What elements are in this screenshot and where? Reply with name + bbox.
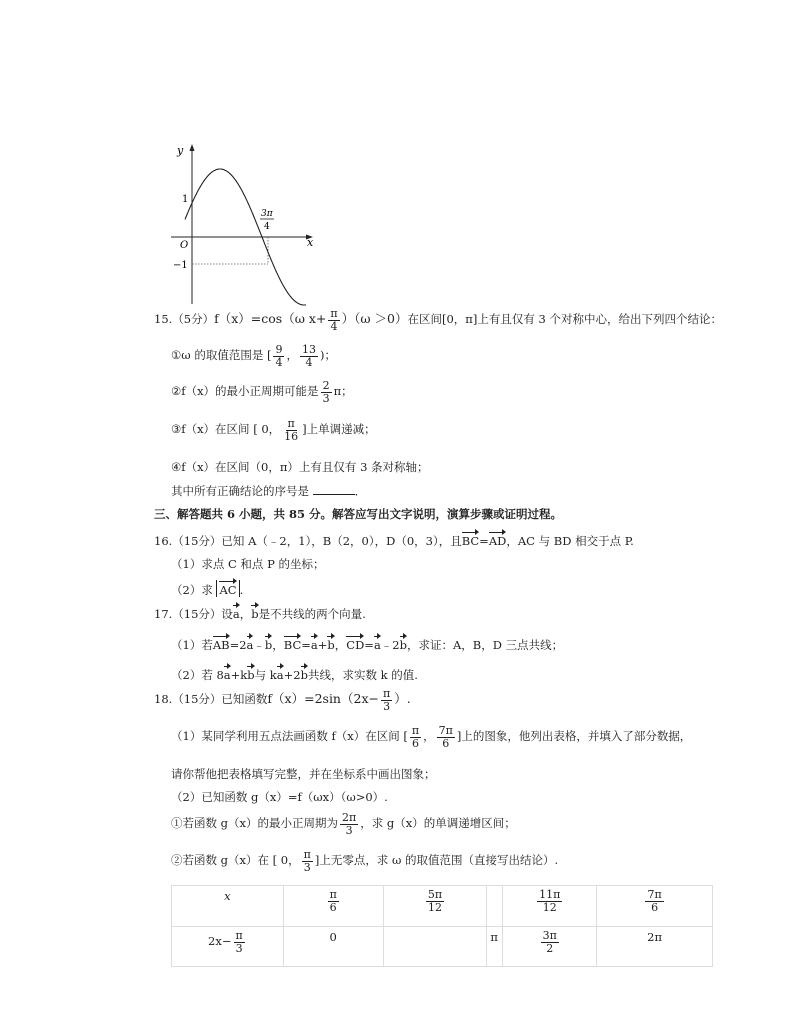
table-cell: 2π [597,927,713,967]
q18-p1-n1: π [411,724,420,737]
q15-func-a: f（x）=cos（ω x+ [214,311,327,327]
q17-p1-vec-b3: b [400,635,407,652]
q18-s1-num: 2π [342,811,357,824]
five-point-table [171,885,713,967]
q16-p2-b: . [239,583,244,597]
q18-s2-num: π [303,848,311,861]
q17-p1-j: ，求证：A，B，D 三点共线； [407,638,564,652]
q15-c1-n2: 13 [301,343,316,356]
q15-c1-sep: ， [286,348,298,363]
r1c6-den: 6 [651,900,659,914]
q17-vec-bc: BC [284,635,301,652]
q17-head: 17.（15分）设 [154,607,233,621]
q17-p1-vec-a3: a [374,635,381,652]
q15-c2-den: 3 [322,391,330,405]
q16-part-1: （1）求点 C 和点 P 的坐标； [171,557,325,571]
q17-p1-c: ﹣ [253,638,265,652]
q17-p2-e: 共线，求实数 k 的值. [307,668,418,682]
q15-c1-b: )； [319,348,336,363]
q15-func-b: ）（ω ＞0） [341,311,408,327]
q15-func-den: 4 [330,319,338,333]
row2-label-a: 2x− [208,934,232,949]
q15-c1-n1: 9 [275,343,283,356]
row-x-label: x [224,889,231,903]
q15-number: 15.（5分） [154,312,215,327]
q16-vec-bc: BC [462,531,479,548]
q16-stem [154,531,634,549]
table-row [172,927,713,967]
r1c3-den: 12 [427,900,442,914]
q17-p2-c: 与 k [254,668,277,682]
x-axis-label: x [307,236,314,249]
q17-p1-vec-b2: b [327,635,334,652]
q17-p1-g: ， [334,638,347,652]
table-cell [503,927,597,967]
q18-s2-a: ②若函数 g（x）在 [ 0， [171,853,300,868]
q15-c3-b: ]上单调递减； [302,422,376,437]
q18-p1-a: （1）某同学利用五点法画函数 f（x）在区间 [ [171,729,408,744]
table-cell [172,886,284,927]
q17-p1-i: ﹣2 [380,638,400,652]
q18-head: 18.（15分）已知函数 [154,692,268,707]
q17-p2-b: +k [230,668,248,682]
q17-p1-e: = [301,638,311,652]
q15-conclusion-2 [171,380,353,404]
q15-stem [154,308,722,332]
q17-p1-a: （1）若 [171,638,213,652]
q18-s2-den: 3 [303,860,311,874]
answer-blank[interactable] [313,484,355,495]
q18-part-1-cont: 请你帮他把表格填写完整，并在坐标系中画出图象； [171,767,436,781]
r2c5-den: 2 [546,941,554,955]
r2c5-num: 3π [542,929,557,942]
q18-s1-a: ①若函数 g（x）的最小正周期为 [171,816,339,831]
q17-p2-vec-b2: b [301,665,308,682]
q18-p1-d2: 6 [442,736,450,750]
y-axis-arrow [190,144,195,151]
q15-ask [171,483,366,499]
row2-den: 3 [235,941,243,955]
q17-p2-vec-a: a [224,665,231,682]
q18-sub-2 [171,849,558,873]
r1c2-den: 6 [329,900,337,914]
q16-vec-ac: AC [219,580,236,597]
q15-conclusion-4: ④f（x）在区间（0，π）上有且仅有 3 条对称轴； [171,460,429,474]
table-cell [503,886,597,927]
q18-part-1 [171,725,691,749]
q17-vec-ab: AB [213,635,230,652]
q18-s1-den: 3 [345,823,353,837]
q15-text: 在区间[0，π]上有且仅有 3 个对称中心，给出下列四个结论： [407,312,722,327]
table-cell-empty[interactable] [383,927,487,967]
tick-neg-one-label: −1 [173,260,188,271]
r1c3-num: 5π [427,888,443,901]
q17-p1-h: = [364,638,374,652]
q15-c3-num: π [287,417,295,430]
y-axis-label: y [177,144,184,157]
q18-s2-b: ]上无零点，求 ω 的取值范围（直接写出结论）. [314,853,559,868]
q17-part-2 [171,665,418,683]
q18-p1-sep: ， [423,729,435,744]
q18-sub-1 [171,812,516,836]
q17-p1-vec-a: a [247,635,254,652]
r1c6-num: 7π [647,888,662,901]
q17-p1-vec-b: b [265,635,272,652]
q17-p1-f: + [317,638,328,652]
origin-label: O [180,240,189,251]
q16-part-2 [171,580,243,598]
q18-stem [154,688,411,712]
r1c5-num: 11π [539,888,561,901]
q17-vec-a: a [233,604,240,621]
q15-c3-den: 16 [284,429,299,443]
q17-stem [154,604,366,622]
q17-p1-vec-a2: a [311,635,318,652]
table-cell [283,886,383,927]
row2-num: π [235,929,243,942]
q17-part-1 [171,635,563,653]
q15-c1-d2: 4 [305,355,313,369]
table-row [172,886,713,927]
q18-func-num: π [382,687,391,700]
table-cell: 0 [283,927,383,967]
q17-p2-a: （2）若 8 [171,668,224,682]
q15-c2-b: π； [333,384,353,399]
r1c2-num: π [329,888,337,901]
q15-c1-d1: 4 [275,355,283,369]
q18-func-a: f（x）=2sin（2x− [267,691,379,707]
q15-c2-a: ②f（x）的最小正周期可能是 [171,384,319,399]
mark-denominator: 4 [264,222,270,232]
cosine-graph [165,138,325,306]
q17-sep: ， [239,607,252,621]
q16-tail: ，AC 与 BD 相交于点 P. [506,534,634,548]
q15-ask-end: ． [354,484,367,498]
q15-c3-a: ③f（x）在区间 [ 0， [171,422,281,437]
q17-p1-b: =2 [229,638,247,652]
table-cell-empty[interactable] [487,886,503,927]
q17-p2-d: +2 [283,668,301,682]
q18-func-den: 3 [383,699,391,713]
q17-p1-d: ， [272,638,284,652]
q18-p1-d1: 6 [411,736,419,750]
r1c5-den: 12 [542,900,557,914]
tick-one-label: 1 [182,194,189,205]
table-cell: π [487,927,503,967]
q18-part-2: （2）已知函数 g（x）=f（ωx）（ω>0）. [171,790,388,804]
q18-func-b: ）. [394,691,411,707]
q15-conclusion-3 [171,418,376,442]
table-cell [172,927,284,967]
table-cell [597,886,713,927]
q16-p2-a: （2）求 [171,583,217,597]
q17-p2-vec-b: b [247,665,254,682]
q16-eq: = [479,534,489,548]
mark-numerator: 3π [261,209,273,219]
q16-head: 16.（15分）已知 A（﹣2，1），B（2，0），D（0，3），且 [154,534,462,548]
q15-ask-text: 其中所有正确结论的序号是 [171,484,309,498]
q17-vec-b: b [251,604,258,621]
q15-c2-num: 2 [322,379,330,392]
q15-func-num: π [330,307,338,320]
q17-vec-cd: CD [346,635,364,652]
q17-p2-vec-a2: a [277,665,284,682]
q17-tail: 是不共线的两个向量. [258,607,366,621]
q18-s1-b: ，求 g（x）的单调递增区间； [360,816,516,831]
table-cell [383,886,487,927]
q18-p1-n2: 7π [438,724,453,737]
q15-conclusion-1 [171,344,336,368]
q16-vec-ad: AD [489,531,507,548]
q18-p1-b: ]上的图象，他列出表格，并填入了部分数据， [456,729,692,744]
section-3-heading: 三、解答题共 6 小题，共 85 分。解答应写出文字说明，演算步骤或证明过程。 [154,507,563,521]
q15-c1-a: ①ω 的取值范围是 [ [171,348,272,363]
